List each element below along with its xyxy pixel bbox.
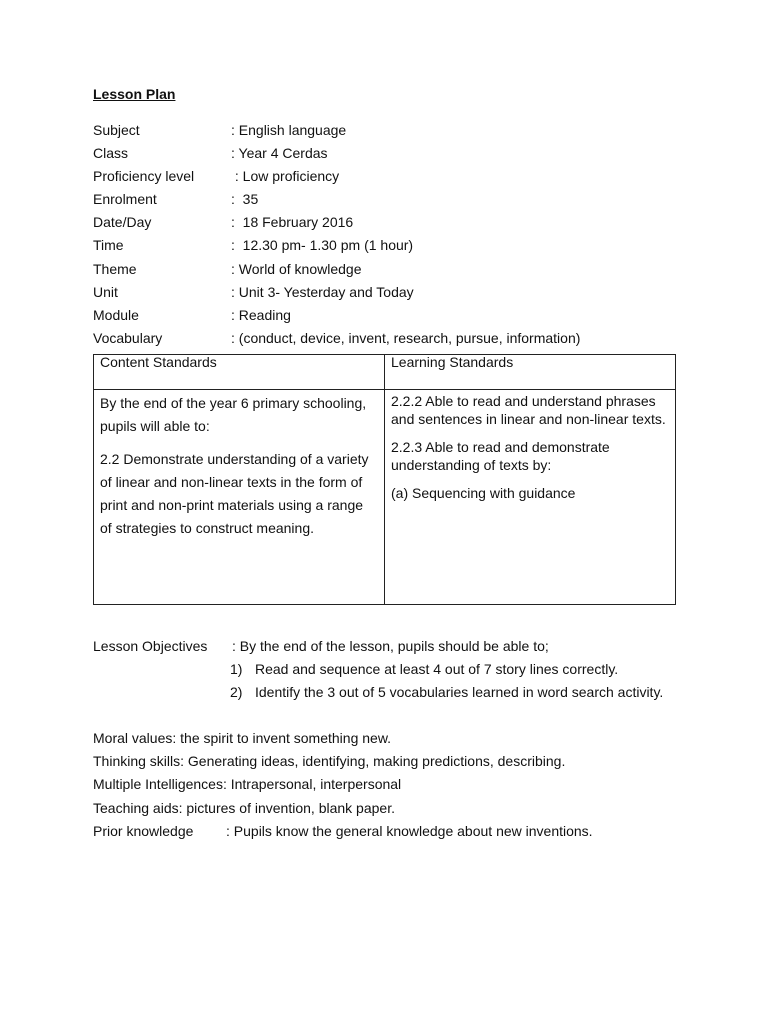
info-row-subject — [93, 121, 693, 144]
moral-values: Moral values: the spirit to invent something new. — [93, 730, 392, 746]
content-standard-item: 2.2 Demonstrate understanding of a variety of linear and non-linear texts in the form of print and non-print materials using a range of strategies to construct meaning. — [100, 451, 369, 536]
learning-standards-cell — [385, 390, 676, 605]
info-label: Date/Day — [93, 214, 152, 231]
info-row-date-day — [93, 213, 693, 236]
info-label: Proficiency level — [93, 168, 195, 185]
info-row-vocabulary — [93, 329, 693, 352]
info-value: : 18 February 2016 — [231, 214, 354, 231]
multiple-intelligences: Multiple Intelligences: Intrapersonal, interpersonal — [93, 776, 402, 793]
objectives-header — [93, 637, 693, 660]
objective-item — [93, 683, 693, 706]
info-label: Unit — [93, 283, 118, 300]
page-title: Lesson Plan — [93, 86, 176, 102]
info-value: : Low proficiency — [231, 168, 340, 185]
thinking-skills: Thinking skills: Generating ideas, identifying, making predictions, describing. — [93, 753, 566, 770]
content-standards-header: Content Standards — [94, 355, 385, 390]
objective-number: 2) — [230, 684, 243, 700]
prior-knowledge-value: : Pupils know the general knowledge about new inventions. — [226, 822, 593, 839]
info-value: : Reading — [231, 306, 291, 323]
content-standards-cell — [94, 390, 385, 605]
objectives-intro: : By the end of the lesson, pupils should be able to; — [232, 638, 549, 654]
prior-knowledge-label: Prior knowledge — [93, 822, 194, 839]
info-row-class — [93, 144, 693, 167]
info-value: : Unit 3- Yesterday and Today — [231, 283, 414, 300]
info-value: : (conduct, device, invent, research, pursue, information) — [231, 329, 581, 346]
info-row-enrolment — [93, 190, 693, 213]
lesson-objectives — [93, 637, 693, 706]
info-label: Time — [93, 237, 124, 254]
prior-knowledge — [93, 822, 713, 845]
info-row-module — [93, 306, 693, 329]
info-row-unit — [93, 283, 693, 306]
info-value: : 12.30 pm- 1.30 pm (1 hour) — [231, 237, 414, 254]
info-label: Theme — [93, 260, 137, 277]
lesson-extras — [93, 729, 713, 845]
objective-text: Read and sequence at least 4 out of 7 story lines correctly. — [255, 661, 619, 677]
table-header-row — [94, 355, 676, 390]
table-row — [94, 390, 676, 605]
info-label: Subject — [93, 122, 140, 138]
objective-number: 1) — [230, 661, 243, 677]
content-standard-intro: By the end of the year 6 primary schooling, pupils will able to: — [100, 395, 367, 434]
standards-table — [93, 354, 676, 605]
learning-standard-item: 2.2.2 Able to read and understand phrases and sentences in linear and non-linear texts. — [391, 393, 666, 427]
objective-item — [93, 660, 693, 683]
info-value: : World of knowledge — [231, 260, 362, 277]
objectives-label: Lesson Objectives — [93, 638, 208, 654]
learning-standards-header: Learning Standards — [385, 355, 676, 390]
info-label: Vocabulary — [93, 329, 163, 346]
lesson-info-list — [93, 121, 693, 352]
info-row-proficiency-level — [93, 167, 693, 190]
info-value: : English language — [231, 122, 347, 138]
objective-text: Identify the 3 out of 5 vocabularies learned in word search activity. — [255, 684, 664, 700]
learning-standard-item: 2.2.3 Able to read and demonstrate understanding of texts by: — [391, 439, 610, 473]
info-label: Class — [93, 145, 129, 162]
learning-standard-subitem: (a) Sequencing with guidance — [391, 485, 576, 501]
info-value: : 35 — [231, 191, 259, 208]
teaching-aids: Teaching aids: pictures of invention, blank paper. — [93, 799, 395, 816]
info-label: Enrolment — [93, 191, 157, 208]
info-label: Module — [93, 306, 139, 323]
info-value: : Year 4 Cerdas — [231, 145, 328, 162]
info-row-theme — [93, 260, 693, 283]
info-row-time — [93, 236, 693, 259]
